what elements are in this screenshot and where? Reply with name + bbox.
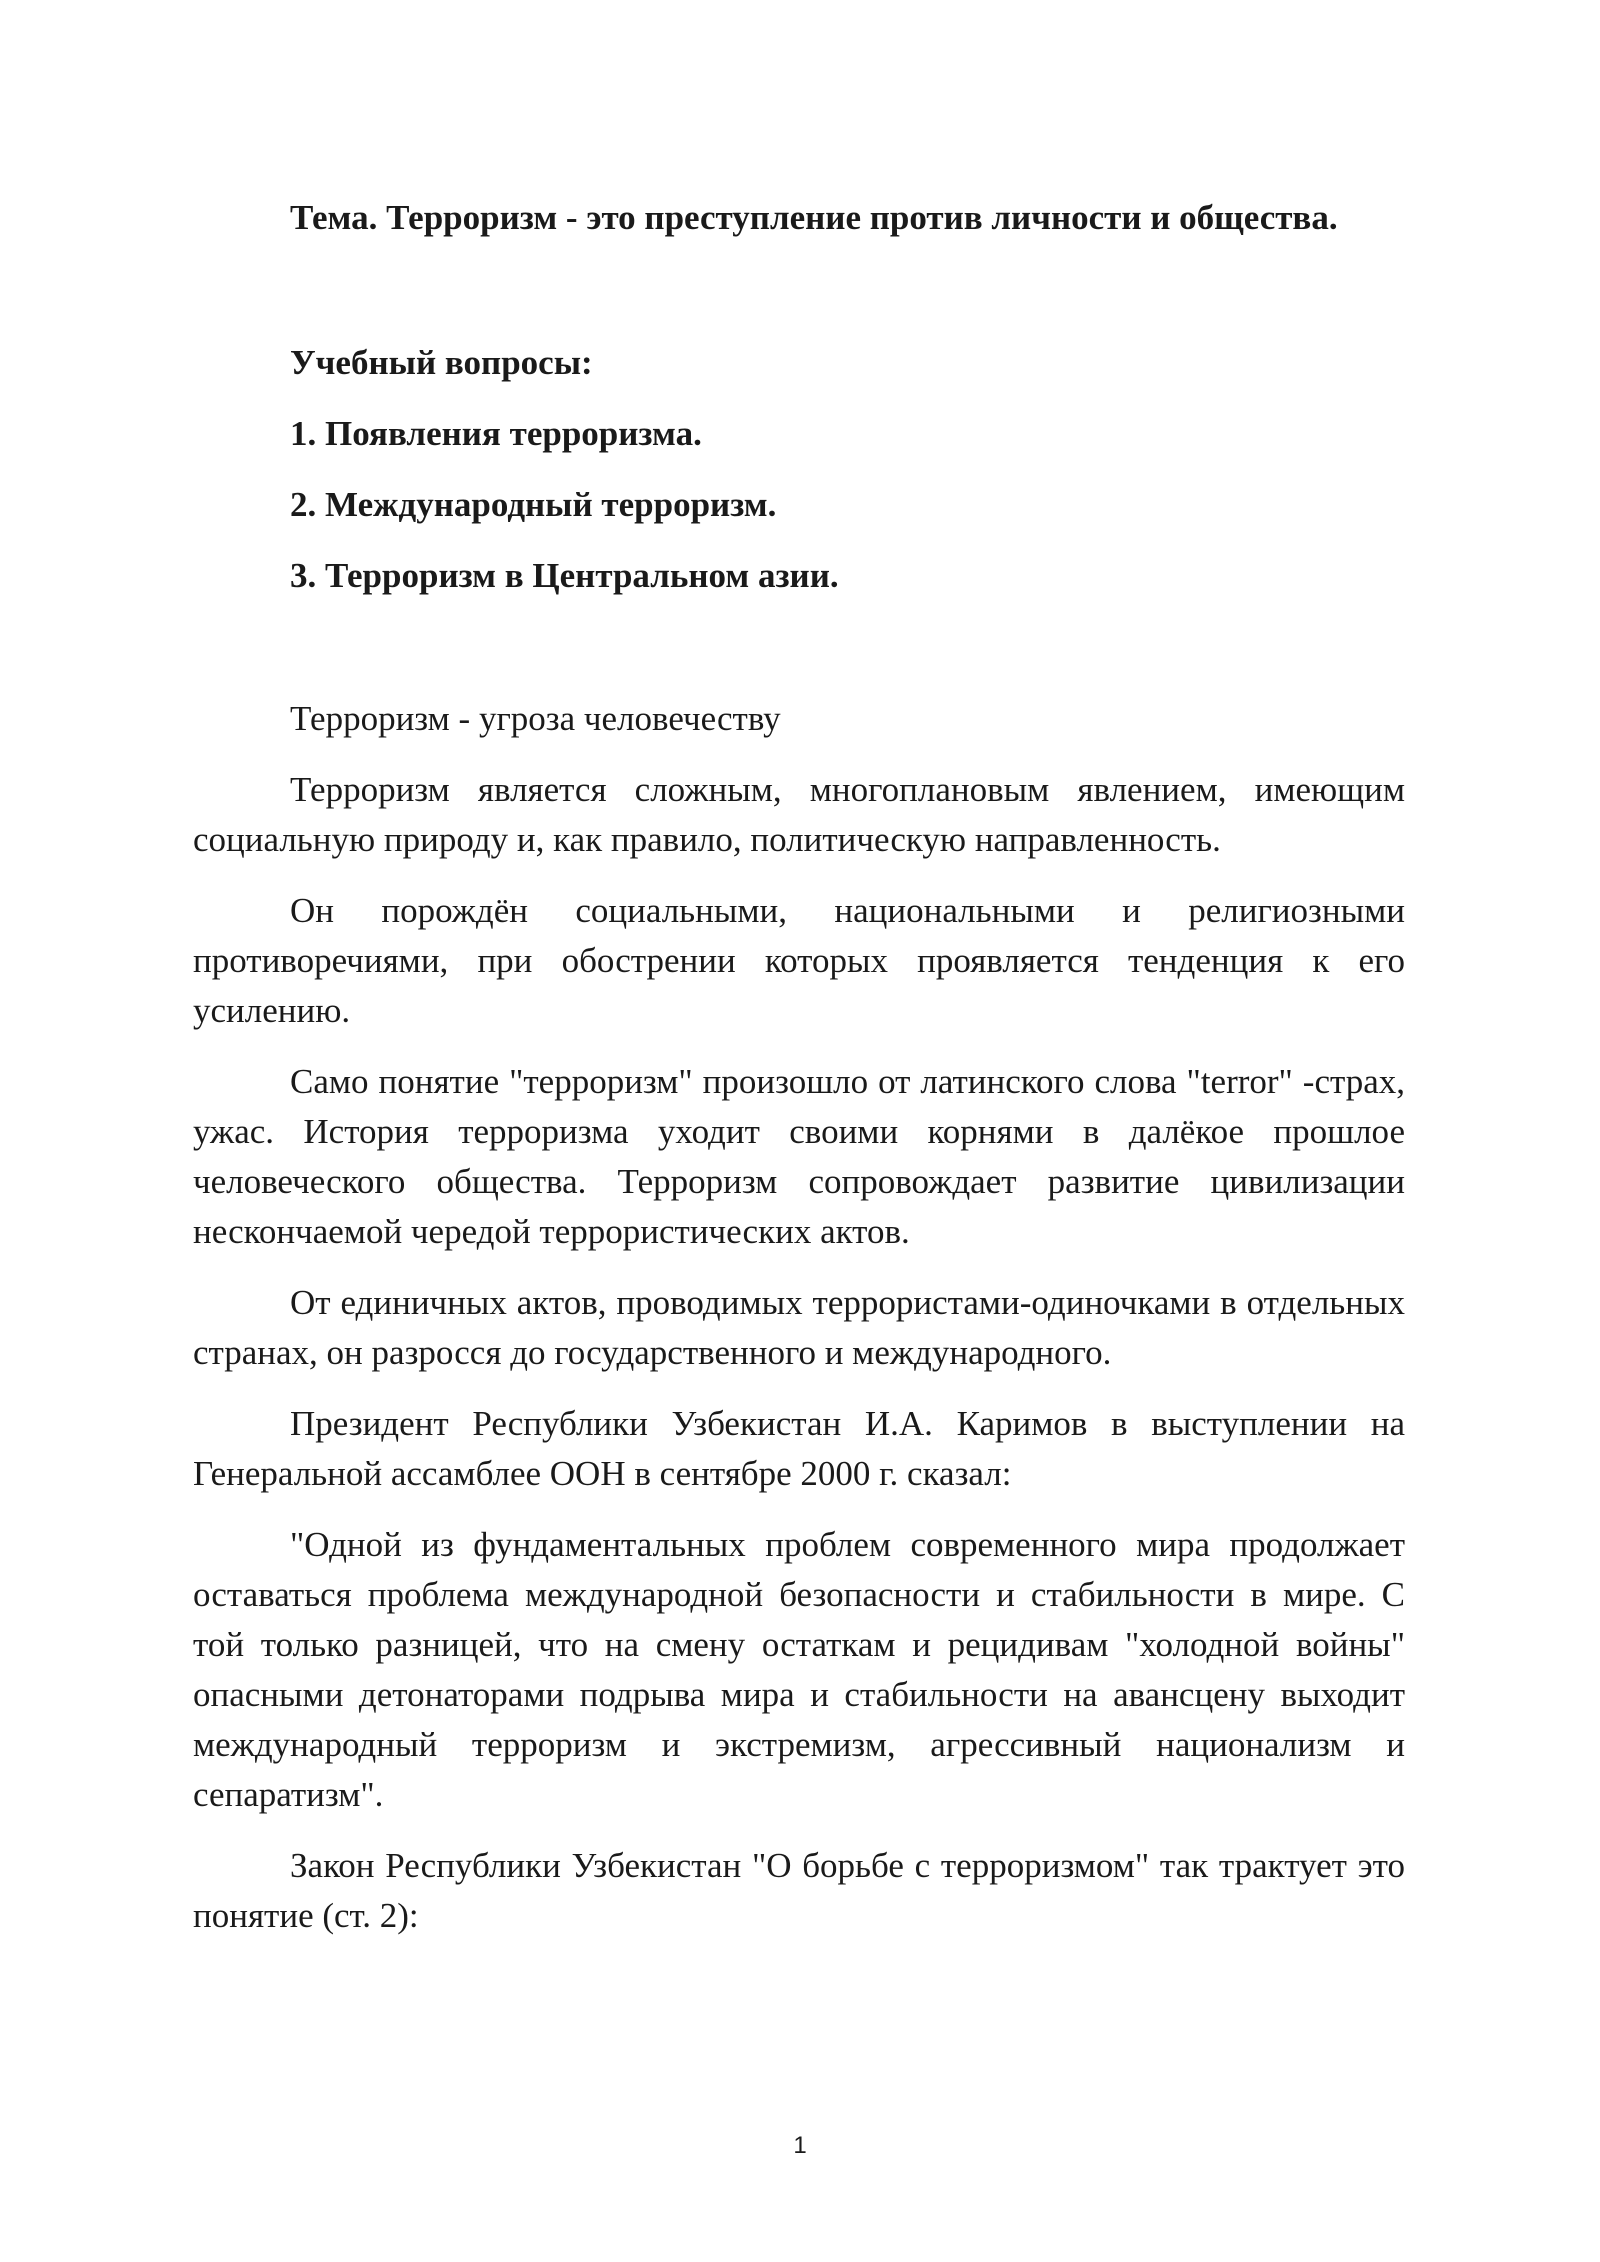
paragraph-3: Само понятие "терроризм" произошло от латинского слова "terror" -страх, ужас. История терроризма уходит своими корнями в далёкое прошлое человеческого общества. Терроризм сопровождает развитие цивилизации нескончаемой чередой террористических актов. (193, 1062, 1405, 1251)
question-item-3: 3. Терроризм в Центральном азии. (290, 556, 839, 595)
question-item-2: 2. Международный терроризм. (290, 485, 777, 524)
page-number: 1 (793, 2132, 807, 2159)
paragraph-5: Президент Республики Узбекистан И.А. Каримов в выступлении на Генеральной ассамблее ООН в сентябре 2000 г. сказал: (193, 1404, 1405, 1493)
section-subtitle: Терроризм - угроза человечеству (290, 699, 781, 738)
paragraph-2: Он порождён социальными, национальными и религиозными противоречиями, при обострении которых проявляется тенденция к его усилению. (193, 891, 1405, 1030)
questions-heading: Учебный вопросы: (290, 343, 593, 382)
paragraph-4: От единичных актов, проводимых террористами-одиночками в отдельных странах, он разросся до государственного и международного. (193, 1283, 1405, 1372)
document-body (193, 193, 1405, 1962)
quote-paragraph: "Одной из фундаментальных проблем современного мира продолжает оставаться проблема международной безопасности и стабильности в мире. С той только разницей, что на смену остаткам и рецидивам "холодной войны" опасными детонаторами подрыва мира и стабильности на авансцену выходит международный терроризм и экстремизм, агрессивный национализм и сепаратизм". (193, 1525, 1405, 1814)
paragraph-1: Терроризм является сложным, многоплановым явлением, имеющим социальную природу и, как правило, политическую направленность. (193, 770, 1405, 859)
question-item-1: 1. Появления терроризма. (290, 414, 702, 453)
document-title: Тема. Терроризм - это преступление против личности и общества. (290, 198, 1338, 237)
paragraph-7: Закон Республики Узбекистан "О борьбе с терроризмом" так трактует это понятие (ст. 2): (193, 1846, 1405, 1935)
